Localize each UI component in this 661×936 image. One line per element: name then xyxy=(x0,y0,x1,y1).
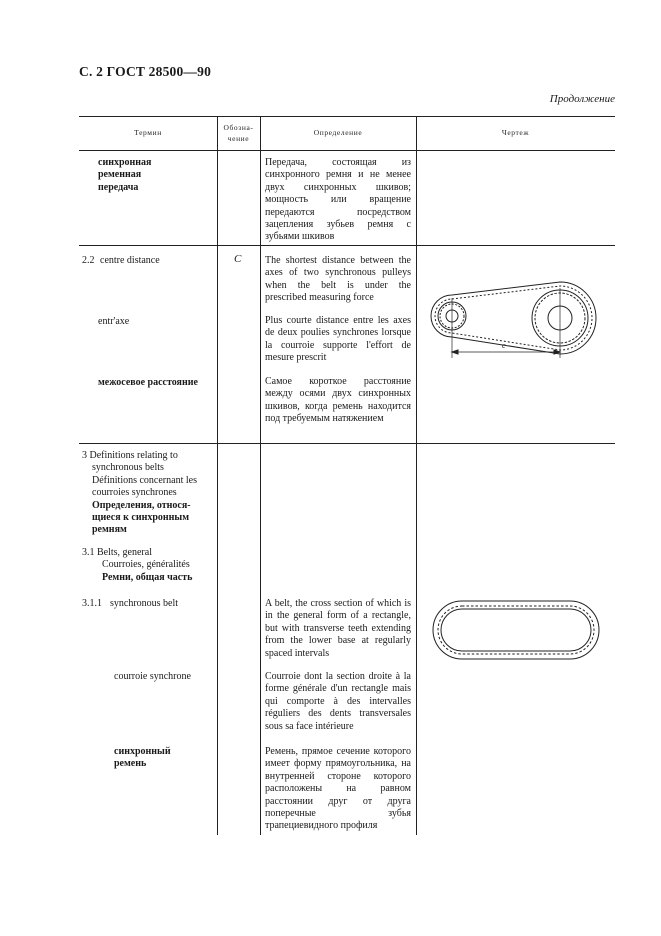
section-line: 3 Definitions relating to xyxy=(82,450,178,461)
table-top-rule xyxy=(79,116,615,117)
term-ru-line: ремень xyxy=(114,758,147,770)
header-bottom-rule xyxy=(79,150,615,151)
section-line: 3.1 Belts, general xyxy=(82,547,152,558)
column-header-drawing: Чертеж xyxy=(501,128,530,137)
section-line: Définitions concernant les xyxy=(92,474,197,486)
term-en: synchronous belt xyxy=(110,598,179,609)
definition-en: A belt, the cross section of which is in the general form of a rectangle, but with transverse teeth extending from the lower base at regularly spaced intervals xyxy=(265,598,411,659)
term-ru-line: передача xyxy=(98,181,139,193)
dimension-label: c xyxy=(502,341,506,350)
section-line: щиеся к синхронным xyxy=(92,512,190,524)
page-title: С. 2 ГОСТ 28500—90 xyxy=(79,64,212,79)
term-ru xyxy=(98,157,151,194)
term-ru-line: синхронная xyxy=(98,157,152,168)
synchronous-belt-drawing xyxy=(430,598,602,662)
symbol-c: C xyxy=(234,253,242,265)
definition-ru: Ремень, прямое сечение которого имеет форму прямоугольника, на внутренней стороне которого расположены на равном расстоянии друг от друга поперечные зубья трапециевидного профиля xyxy=(265,746,411,832)
term-ru-line: ременная xyxy=(98,169,142,181)
definition-fr: Plus courte distance entre les axes de deux poulies synchrones lorsque la courroie supporte l'effort de mesure prescrit xyxy=(265,315,411,364)
column-header-definition: Определение xyxy=(313,128,363,137)
term-en: centre distance xyxy=(100,255,160,266)
continued-label: Продолжение xyxy=(549,93,615,105)
term-ru-line: синхронный xyxy=(114,746,171,757)
belt-drive-drawing xyxy=(420,268,610,368)
section-line: Определения, относя- xyxy=(92,499,191,511)
section-3-heading xyxy=(82,450,197,537)
section-line: synchronous belts xyxy=(92,462,164,474)
section-line: Courroies, généralités xyxy=(102,559,190,571)
term-number: 3.1.1 xyxy=(82,598,102,609)
definition-fr: Courroie dont la section droite à la forme générale d'un rectangle mais qui comporte à des intervalles réguliers des dents transversales sous sa face intérieure xyxy=(265,671,411,732)
definition-ru: Передача, состоящая из синхронного ремня и не менее двух синхронных шкивов; мощность или вращение передаются посредством зацепления зубьев ремня с зубьями шкивов xyxy=(265,157,411,243)
section-line: courroies synchrones xyxy=(92,487,177,499)
column-header-designation-l2: чение xyxy=(227,134,250,143)
section-line: Ремни, общая часть xyxy=(102,571,193,583)
row-separator xyxy=(79,443,615,444)
section-line: ремням xyxy=(92,524,127,536)
section-3-1-heading xyxy=(82,547,192,584)
column-divider xyxy=(217,116,218,835)
column-header-designation xyxy=(217,122,260,144)
column-header-term: Термин xyxy=(134,128,162,137)
term-fr: entr'axe xyxy=(98,316,130,327)
term-fr: courroie synchrone xyxy=(114,671,191,682)
row-separator xyxy=(79,245,615,246)
term-ru xyxy=(114,746,171,771)
term-number: 2.2 xyxy=(82,255,95,266)
definition-en: The shortest distance between the axes of two synchronous pulleys when the belt is under the prescribed measuring force xyxy=(265,255,411,304)
column-divider xyxy=(260,116,261,835)
column-header-designation-l1: Обозна- xyxy=(223,123,254,132)
definition-ru: Самое короткое расстояние между осями двух синхронных шкивов, когда ремень находится под требуемым натяжением xyxy=(265,376,411,425)
column-divider xyxy=(416,116,417,835)
term-ru: межосевое расстояние xyxy=(98,377,198,388)
